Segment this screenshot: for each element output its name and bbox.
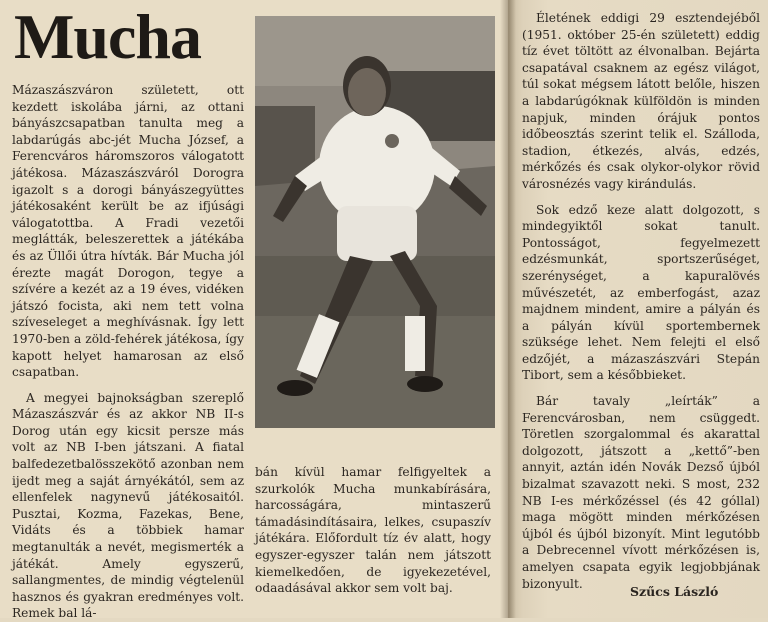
page-gutter: [500, 0, 516, 618]
football-player-photo: [255, 16, 495, 428]
text-column-2: [255, 464, 491, 597]
paragraph: bán kívül hamar felfigyeltek a szurkolók Mucha munkabírására, harcosságára, mintaszerű támadásindításaira, lelkes, csupaszív játékára. Előfordult tíz év alatt, hogy egyszer-egyszer talán nem játszott kiemelkedően, de igyekezetével, odaadásával akkor sem volt baj.: [255, 465, 491, 596]
author-signature: Szűcs László: [630, 584, 719, 599]
paragraph: Bár tavaly „leírták” a Ferencvárosban, nem csüggedt. Töretlen szorgalommal és akarattal dolgozott, játszott a „kettő”-ben annyit, aztán idén Novák Dezső újból bizalmat szavazott neki. S most, 232 NB I-es mérkőzéssel (és 42 góllal) maga mögött minden mérkőzésen újból és újból bizonyít. Mint legutóbb a Debrecennel vívott mérkőzésen is, amelyen csapata egyik legjobbjának bizonyult.: [522, 394, 760, 591]
text-column-3: [522, 10, 760, 592]
paragraph: Mázaszászváron született, ott kezdett iskolába járni, az ottani bányászcsapatban tanulta meg a labdarúgás abc-jét Mucha József, a Ferencváros háromszoros válogatott játékosa. Mázaszászváról Dorogra igazolt s a dorogi bányászegyüttes játékosaként került be az ifjúsági válogatottba. A Fradi vezetői meglátták, beleszerettek a játékába és az Üllői útra hívták. Bár Mucha jól érezte magát Dorogon, tegye a szívére a kezét az a 19 éves, vidéken játszó focista, aki nem tett volna szíveseleget a meghívásnak. Így lett 1970-ben a zöld-fehérek játékosa, így kapott helyet hamarosan az első csapatban.: [12, 83, 244, 380]
paragraph: Életének eddigi 29 esztendejéből (1951. október 25-én született) eddig tíz évet töltött az élvonalban. Bejárta csapatával csaknem az egész világot, túl sokat mégsem látott belőle, hiszen a labdarúgóknak külföldön is minden napjuk, minden órájuk pontos időbeosztás szerint telik el. Szálloda, stadion, étkezés, alvás, edzés, mérkőzés és csak olykor-olykor rövid városnézés vagy kirándulás.: [522, 11, 760, 191]
text-column-1: [12, 82, 244, 622]
paragraph: Sok edző keze alatt dolgozott, s mindegyiktől sokat tanult. Pontosságot, fegyelmezett edzésmunkát, sportszerűséget, szerénységet, a kapuralövés művészetét, az emberfogást, azaz majdnem mindent, amire a pályán és a pályán kívül sportembernek szüksége lehet. Nem felejti el első edzőjét, a mázaszászvári Stepán Tibort, sem a későbbieket.: [522, 202, 760, 383]
article-title: Mucha: [14, 1, 201, 72]
paragraph: A megyei bajnokságban szereplő Mázaszászvár és az akkor NB II-s Dorog után egy kicsit persze más volt az NB I-ben játszani. A fiatal balfedezetbalösszekötő azonban nem ijedt meg a saját árnyékától, sem az ellenfelek nagynevű játékosaitól. Pusztai, Kozma, Fazekas, Bene, Vidáts és a többiek hamar megtanulták a nevét, megismerték a játékát. Amely egyszerű, sallangmentes, de mindig végtelenül hasznos és gyakran eredményes volt. Remek bal lá-: [12, 390, 244, 621]
